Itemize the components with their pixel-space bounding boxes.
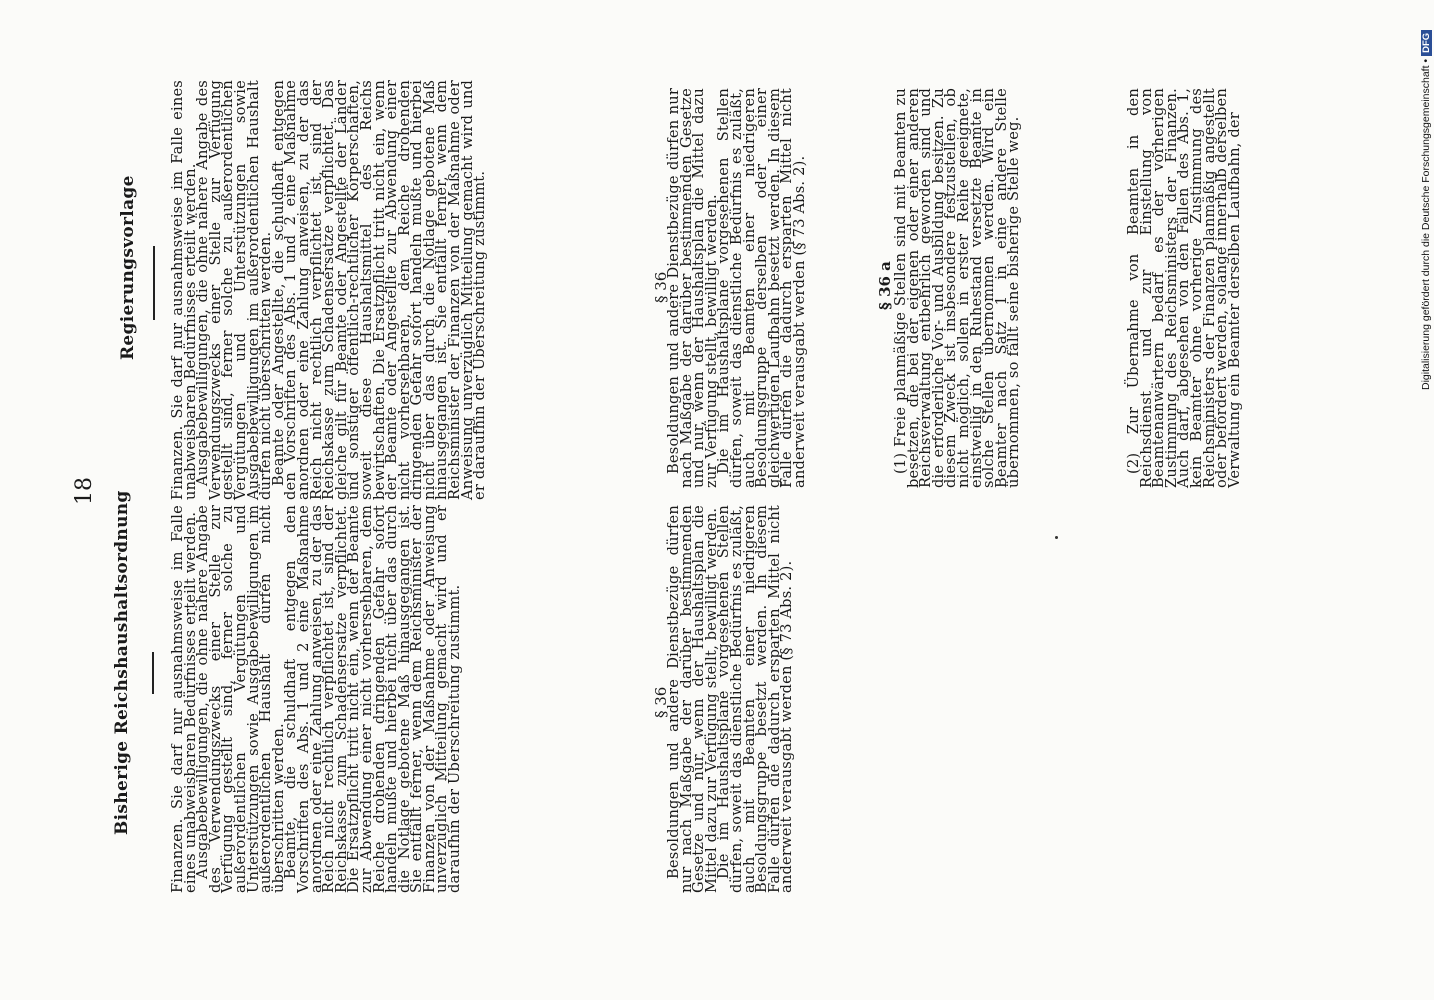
right-middle-para-1: Besoldungen und andere Dienstbezüge dürfen nur nach Maßgabe der darüber bestimmenden Gesetze und nur, wenn der Haushaltsplan die Mittel dazu zur Verfügung stellt, bewilligt werden.	[665, 88, 720, 488]
right-middle-text	[665, 88, 863, 488]
right-36a-para-1-text: (1) Freie planmäßige Stellen sind mit Beamten zu besetzen, die bei der eigenen oder einer anderen Reichsverwaltung entbehrlich geworden sind und die erforderliche Vor- und Ausbildung besitzen. Zu diesem Zweck ist insbesondere festzustellen, ob nicht möglich, sollen in erster Reihe geeignete, einstweilig in den Ruhestand versetzte Beamte in solche Stellen übernommen werden. Wird ein Beamter nach Satz 1 in eine andere Stelle übernommen, so fällt seine bisherige Stelle weg.	[892, 88, 1023, 488]
right-36a-para-1	[892, 88, 1065, 488]
left-column-heading: Bisherige Reichshaushaltsordnung	[112, 490, 132, 835]
left-lower-para-2: Die im Haushaltsplane vorgesehenen Stellen dürfen, soweit das dienstliche Bedürfnis es zuläßt, auch mit Beamten einer niedrigeren Besoldungsgruppe besetzt werden. In diesem Falle dürfen die dadurch ersparten Mittel nicht anderweit verausgabt werden (§ 73 Abs. 2).	[715, 505, 796, 893]
right-upper-para-2: Ausgabebewilligungen, die ohne nähere Angabe des Verwendungszwecks einer Stelle zur Verfügung gestellt sind, ferner solche zu außerordentlichen Vergütungen und Unterstützungen sowie Ausgabebewilligungen im außerordentlichen Haushalt dürfen nicht überschritten werden.	[194, 80, 275, 500]
left-lower-para-1: Besoldungen und andere Dienstbezüge dürfen nur nach Maßgabe der darüber bestimmenden Gesetze und nur, wenn der Haushaltsplan die Mittel dazu zur Verfügung stellt, bewilligt werden.	[665, 505, 720, 893]
left-upper-para-1: Finanzen. Sie darf nur ausnahmsweise im Falle eines unabweisbaren Bedürfnisses erteilt werden.	[169, 505, 199, 893]
right-heading-rule	[153, 246, 155, 320]
right-upper-text	[169, 80, 642, 500]
right-column-heading: Regierungsvorlage	[118, 175, 138, 360]
left-upper-text	[169, 505, 552, 893]
left-upper-para-3: Beamte, die schuldhaft entgegen den Vorschriften des Abs. 1 und 2 eine Maßnahme anordnen oder eine Zahlung anweisen, zu der das Reich nicht rechtlich verpflichtet ist, sind der Reichskasse zum Schadensersatze verpflichtet. Die Ersatzpflicht tritt nicht ein, wenn der Beamte zur Abwendung einer nicht vorhersehbaren, dem Reiche drohenden dringenden Gefahr sofort handeln mußte und hierbei nicht über das durch die Notlage gebotene Maß hinausgegangen ist. Sie entfällt ferner, wenn dem Reichsminister der Finanzen von der Maßnahme oder Anweisung unverzüglich Mitteilung gemacht wird und er daraufhin der Überschreitung zustimmt.	[282, 505, 464, 893]
ink-dot	[1055, 536, 1058, 539]
left-section-36-title: § 36	[652, 686, 670, 718]
right-upper-para-3: Beamte oder Angestellte, die schuldhaft entgegen den Vorschriften des Abs. 1 und 2 eine Maßnahme anordnen oder eine Zahlung anweisen, zu der das Reich nicht rechtlich verpflichtet ist, sind der Reichskasse zum Schadensersatze verpflichtet. Das gleiche gilt für Beamte oder Angestellte der Länder und sonstiger öffentlich-rechtlicher Körperschaften, soweit diese Haushaltsmittel des Reichs bewirtschaften. Die Ersatzpflicht tritt nicht ein, wenn der Beamte oder Angestellte zur Abwendung einer nicht vorhersehbaren, dem Reiche drohenden dringenden Gefahr sofort handeln mußte und hierbei nicht über das durch die Notlage gebotene Maß hinausgegangen ist. Sie entfällt ferner, wenn dem Reichsminister der Finanzen von der Maßnahme oder Anweisung unverzüglich Mitteilung gemacht wird und er daraufhin der Überschreitung zustimmt.	[269, 80, 489, 500]
left-upper-para-2: Ausgabebewilligungen, die ohne nähere Angabe des Verwendungszwecks einer Stelle zur Verfügung gestellt sind, ferner solche zu außerordentlichen Vergütungen und Unterstützungen sowie Ausgabebewilligungen im außerordentlichen Haushalt dürfen nicht überschritten werden.	[194, 505, 287, 893]
dfg-notice	[1420, 30, 1432, 390]
right-section-36a-title: § 36 a	[876, 261, 894, 310]
right-36a-para-2-text: (2) Zur Übernahme von Beamten in den Reichsdienst und zur Einstellung von Beamtenanwärtern bedarf es der vorherigen Zustimmung des Reichsministers der Finanzen. Auch darf, abgesehen von den Fällen des Abs. 1, kein Beamter ohne vorherige Zustimmung des Reichsministers der Finanzen planmäßig angestellt oder befördert werden, solange innerhalb derselben Verwaltung ein Beamter derselben Laufbahn, der	[1125, 88, 1243, 488]
left-heading-rule	[152, 652, 154, 694]
right-upper-para-1: Finanzen. Sie darf nur ausnahmsweise im Falle eines unabweisbaren Bedürfnisses erteilt werden.	[169, 80, 199, 500]
page-number: 18	[72, 477, 97, 505]
dfg-logo: DFG	[1421, 30, 1432, 56]
left-lower-text	[665, 505, 858, 893]
right-36a-para-2	[1125, 88, 1298, 488]
dfg-notice-text: Digitalisierung gefördert durch die Deutsche Forschungsgemeinschaft •	[1420, 58, 1432, 390]
right-middle-para-2: Die im Haushaltsplane vorgesehenen Stellen dürfen, soweit das dienstliche Bedürfnis es zuläßt, auch mit Beamten einer niedrigeren Besoldungsgruppe derselben oder einer gleichwertigen Laufbahn besetzt werden. In diesem Falle dürfen die dadurch ersparten Mittel nicht anderweit verausgabt werden (§ 73 Abs. 2).	[715, 88, 808, 488]
right-section-36-title: § 36	[652, 271, 670, 303]
